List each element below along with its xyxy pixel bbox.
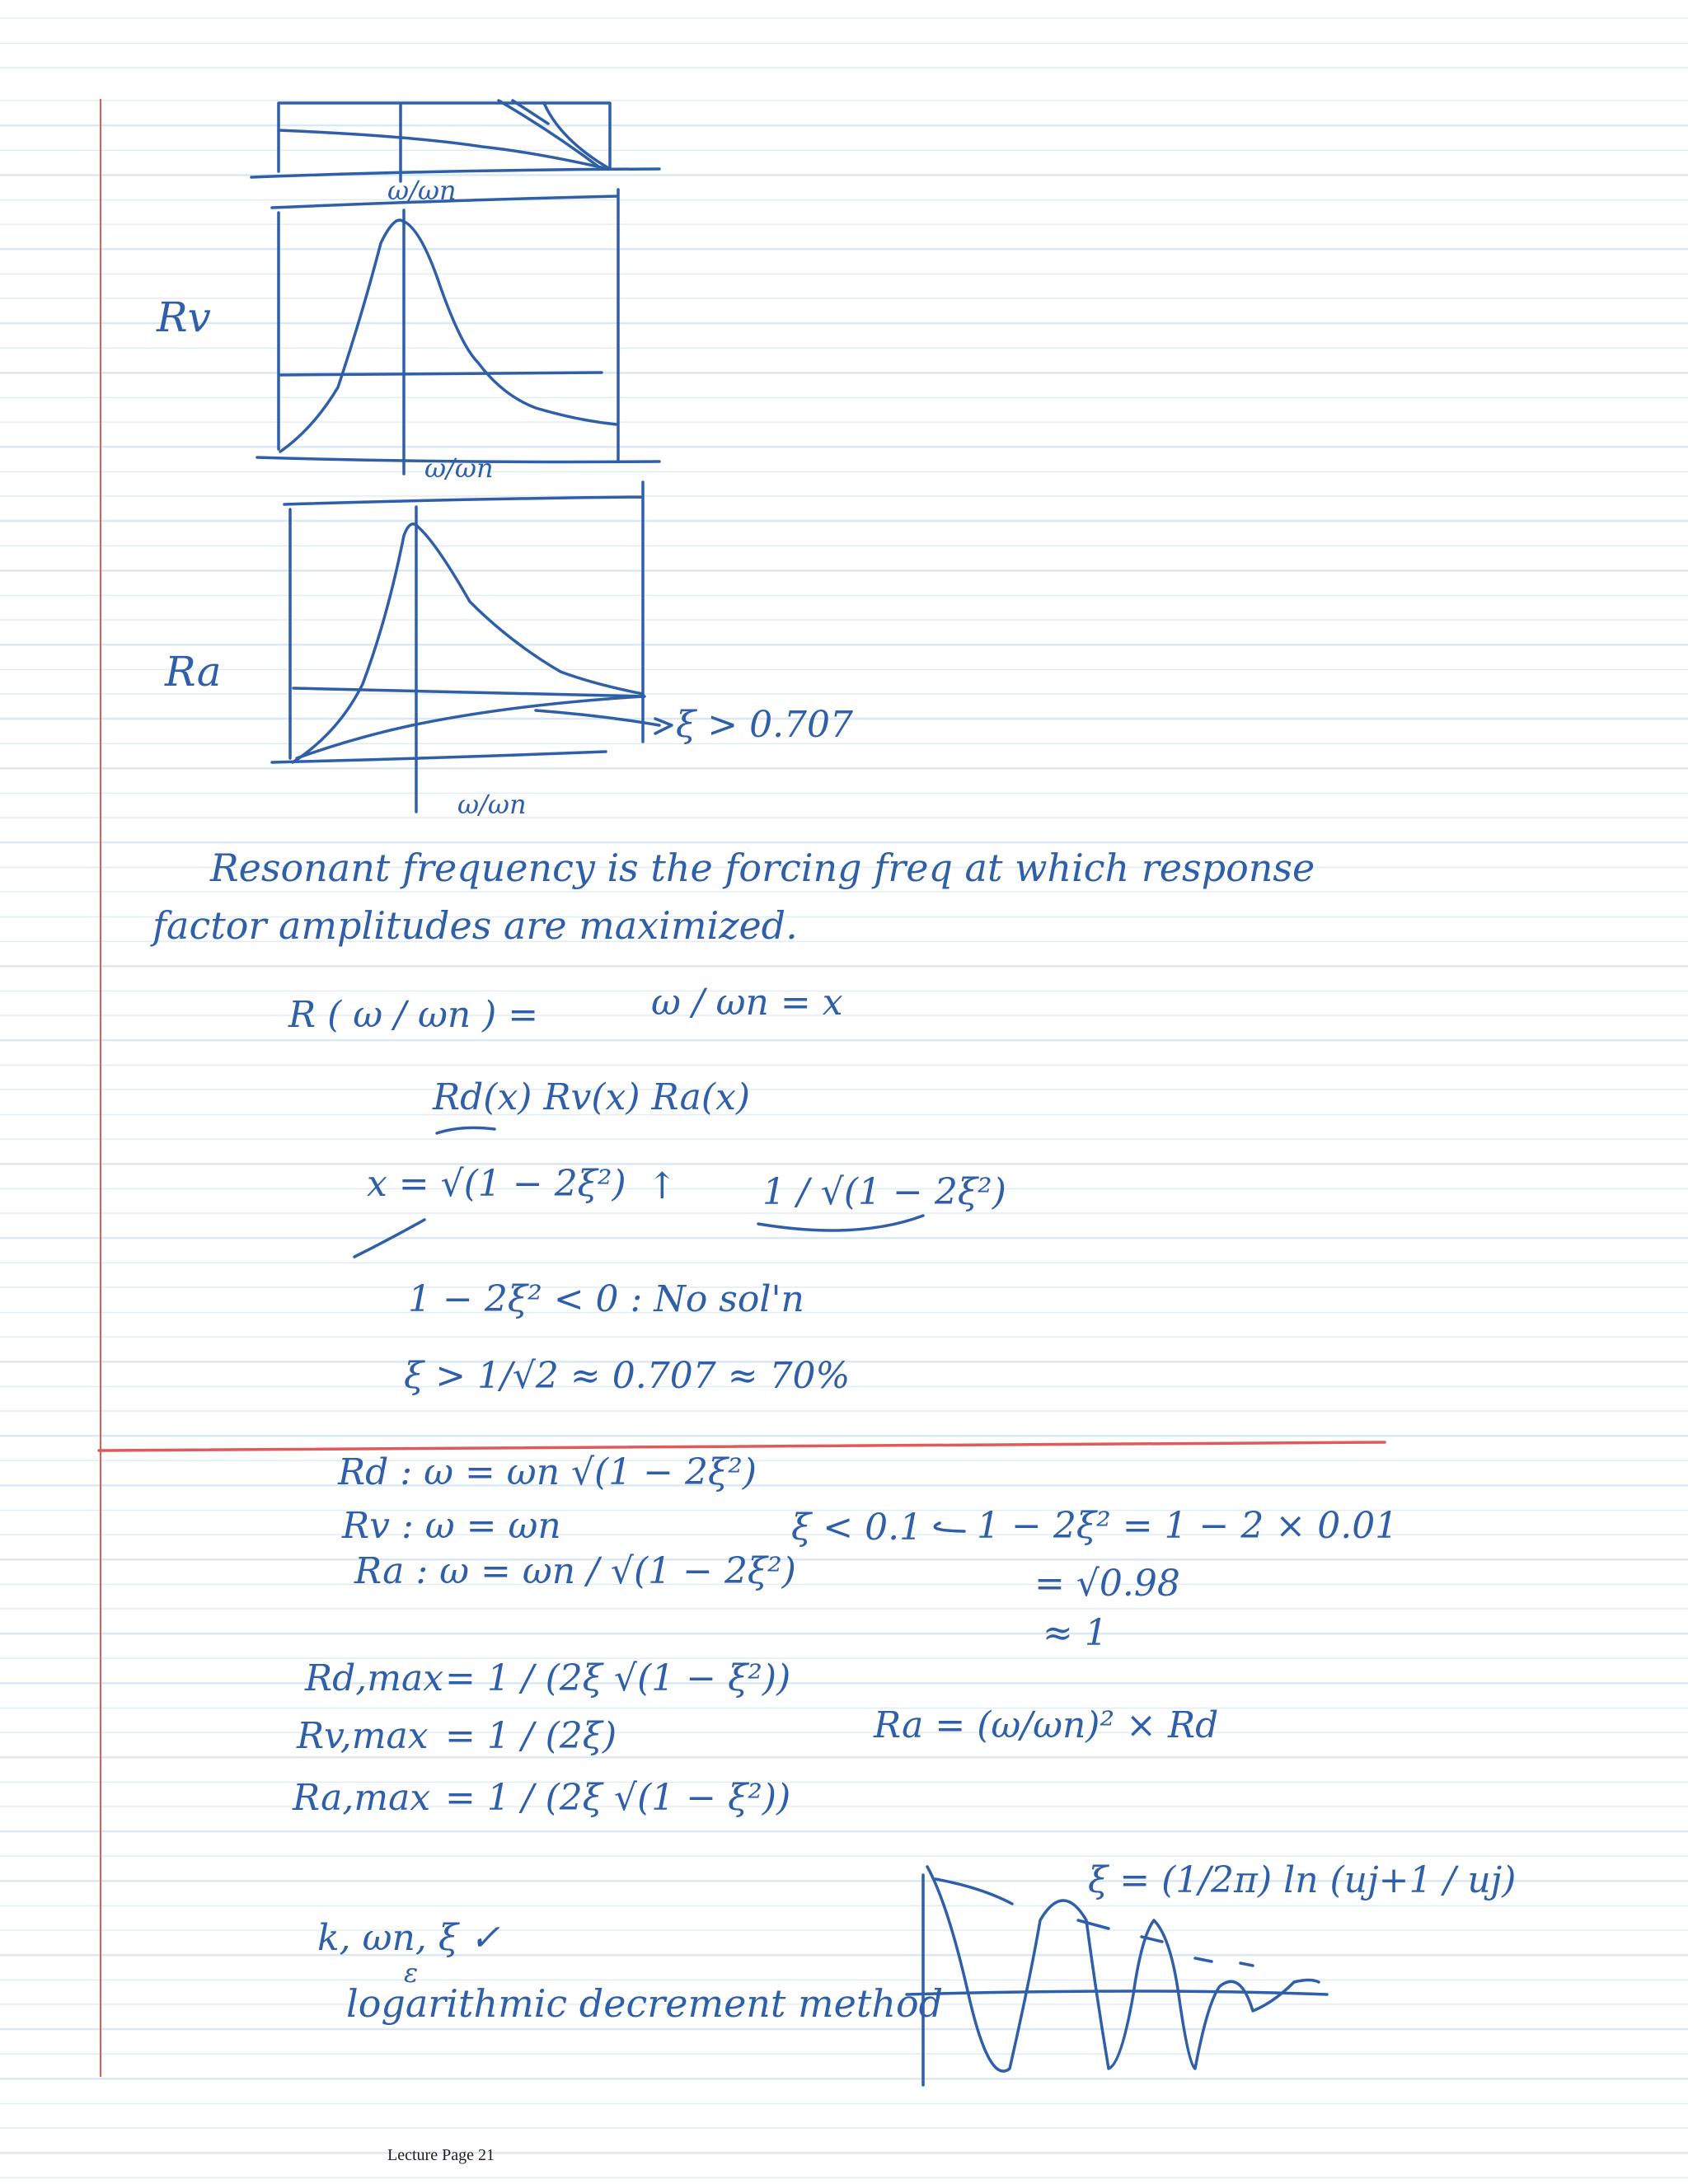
eq-x-sol-arrow: ↑ — [647, 1165, 678, 1207]
ra-rd-relation: Ra = (ω/ωn)² × Rd — [874, 1704, 1219, 1746]
res-approx-3: ≈ 1 — [1043, 1612, 1108, 1654]
max-rv-label: Rv,max — [297, 1715, 429, 1757]
bottom-graph-annotation: ξ > 0.707 — [676, 704, 854, 746]
res-rd: Rd : ω = ωn √(1 − 2ξ²) — [338, 1451, 757, 1493]
middle-graph-curve — [280, 220, 617, 452]
logdec-params-sub: ε — [404, 1957, 419, 1989]
eq-x-sol-a: 1 / √(1 − 2ξ²) — [762, 1171, 1006, 1213]
max-rd-value: = 1 / (2ξ √(1 − ξ²)) — [445, 1657, 791, 1699]
eq-r-list: Rd(x) Rv(x) Ra(x) — [433, 1076, 751, 1118]
bottom-graph-axis — [272, 752, 606, 762]
eq-cond: 1 − 2ξ² < 0 : No sol'n — [408, 1278, 804, 1320]
eq-r-func: R ( ω / ωn ) = — [288, 994, 539, 1036]
check-mark-2 — [758, 1216, 923, 1230]
bottom-graph-curve-1 — [293, 524, 643, 762]
eq-cond-2: ξ > 1/√2 ≈ 0.707 ≈ 70% — [404, 1355, 851, 1397]
max-ra-label: Ra,max — [293, 1777, 431, 1819]
res-ra: Ra : ω = ωn / √(1 − 2ξ²) — [354, 1550, 796, 1592]
middle-graph — [257, 190, 659, 474]
middle-graph-frame — [272, 190, 618, 462]
top-graph-xlabel: ω/ωn — [387, 175, 457, 206]
res-approx-1: 1 − 2ξ² = 1 − 2 × 0.01 — [977, 1505, 1399, 1547]
eq-x-sol: x = √(1 − 2ξ²) — [367, 1163, 626, 1205]
bottom-graph — [272, 482, 672, 812]
logdec-method: logarithmic decrement method — [346, 1981, 944, 2026]
page-footer: Lecture Page 21 — [387, 2146, 495, 2164]
middle-graph-xlabel: ω/ωn — [424, 452, 494, 484]
res-rv: Rv : ω = ωn — [342, 1505, 561, 1547]
top-graph — [251, 101, 659, 181]
rd-underline-squiggle — [437, 1127, 495, 1133]
middle-graph-hline — [280, 373, 602, 375]
eq-x-def: ω / ωn = x — [651, 982, 843, 1024]
top-graph-curve — [279, 130, 608, 169]
section-divider — [99, 1442, 1385, 1451]
bottom-graph-ylabel: Ra — [165, 648, 222, 696]
bottom-graph-hline — [293, 688, 645, 696]
approx-squiggle — [935, 1523, 964, 1531]
definition-line-1: Resonant frequency is the forcing freq at which response — [210, 846, 1315, 890]
bottom-graph-xlabel: ω/ωn — [457, 789, 527, 820]
logdec-formula: ξ = (1/2π) ln (uj+1 / uj) — [1088, 1859, 1517, 1901]
middle-graph-ylabel: Rv — [157, 293, 211, 341]
logdec-params: k, ωn, ξ ✓ — [317, 1917, 500, 1959]
max-ra-value: = 1 / (2ξ √(1 − ξ²)) — [445, 1777, 791, 1819]
res-approx-2: = √0.98 — [1034, 1563, 1180, 1605]
bottom-graph-arrow — [536, 710, 659, 725]
res-small-damping: ξ < 0.1 — [791, 1507, 923, 1549]
max-rd-label: Rd,max — [305, 1657, 444, 1699]
max-rv-value: = 1 / (2ξ) — [445, 1715, 617, 1757]
check-mark-1 — [354, 1220, 424, 1257]
definition-line-2: factor amplitudes are maximized. — [152, 903, 798, 948]
